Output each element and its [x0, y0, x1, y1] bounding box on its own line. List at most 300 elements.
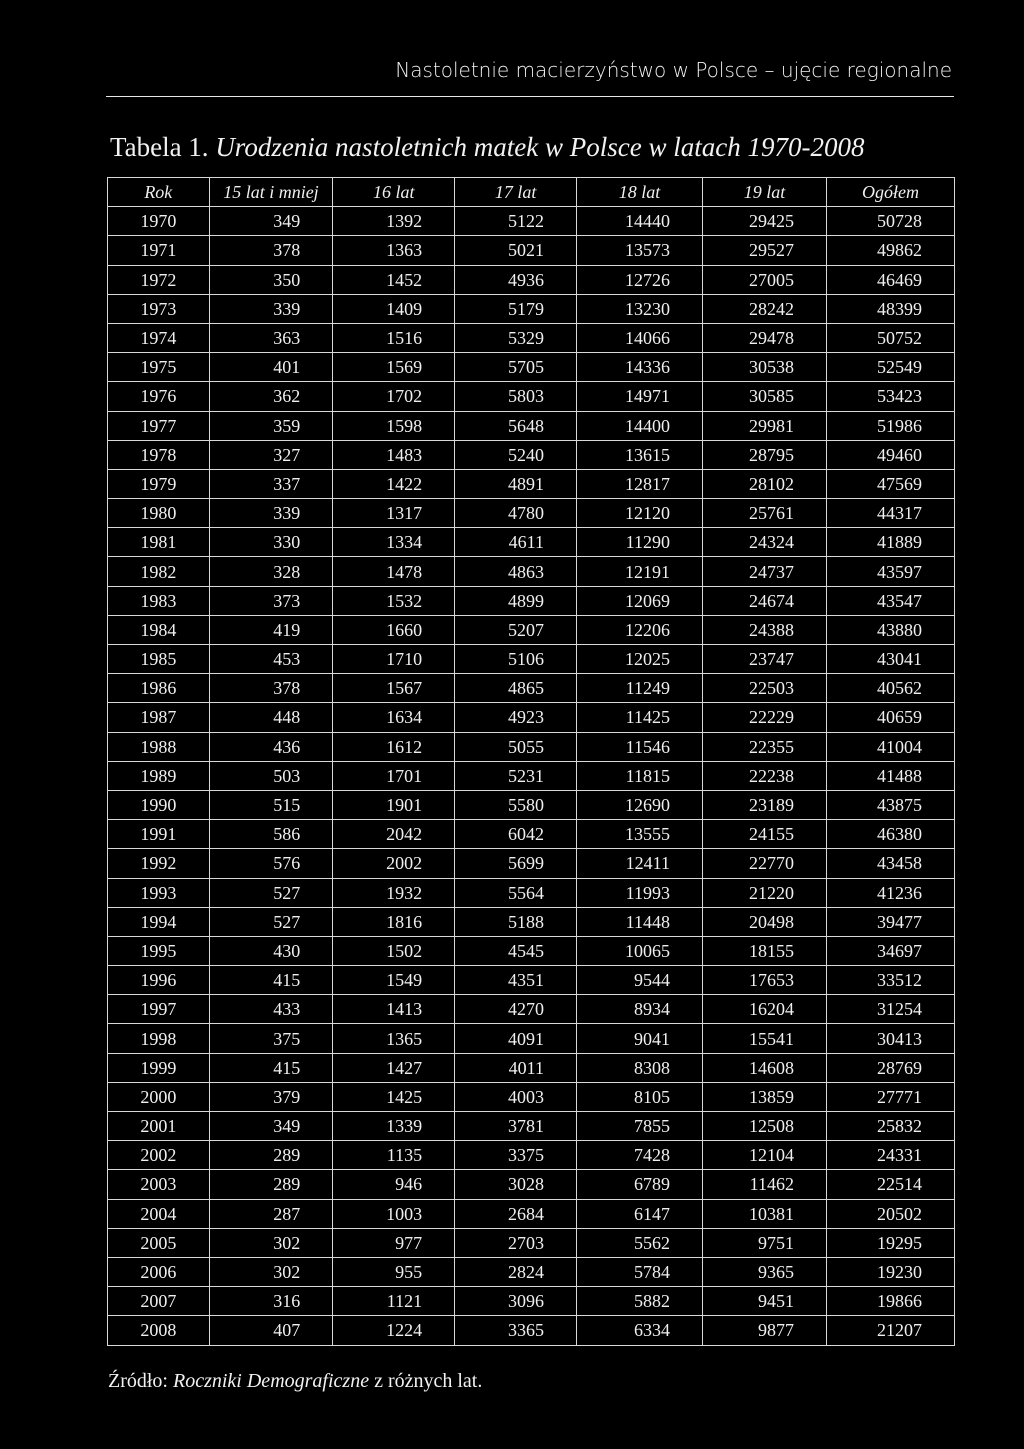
value-cell: 30585 — [703, 382, 827, 411]
value-cell: 22238 — [703, 761, 827, 790]
value-cell: 586 — [209, 820, 333, 849]
value-cell: 955 — [333, 1257, 455, 1286]
value-cell: 23747 — [703, 645, 827, 674]
value-cell: 419 — [209, 615, 333, 644]
value-cell: 8934 — [577, 995, 703, 1024]
value-cell: 3375 — [455, 1141, 577, 1170]
table-row — [108, 645, 955, 674]
value-cell: 22355 — [703, 732, 827, 761]
value-cell: 1567 — [333, 674, 455, 703]
table-row — [108, 703, 955, 732]
value-cell: 43041 — [827, 645, 955, 674]
value-cell: 1816 — [333, 907, 455, 936]
table-row — [108, 1024, 955, 1053]
table-row — [108, 265, 955, 294]
value-cell: 2703 — [455, 1228, 577, 1257]
value-cell: 50728 — [827, 207, 955, 236]
value-cell: 1660 — [333, 615, 455, 644]
value-cell: 415 — [209, 1053, 333, 1082]
year-cell: 2006 — [108, 1257, 210, 1286]
value-cell: 327 — [209, 440, 333, 469]
table-row — [108, 936, 955, 965]
value-cell: 1502 — [333, 936, 455, 965]
column-header: 15 lat i mniej — [209, 178, 333, 207]
value-cell: 12817 — [577, 469, 703, 498]
value-cell: 49460 — [827, 440, 955, 469]
year-cell: 1997 — [108, 995, 210, 1024]
value-cell: 503 — [209, 761, 333, 790]
year-cell: 2001 — [108, 1112, 210, 1141]
value-cell: 1532 — [333, 586, 455, 615]
year-cell: 2005 — [108, 1228, 210, 1257]
value-cell: 23189 — [703, 790, 827, 819]
value-cell: 43875 — [827, 790, 955, 819]
value-cell: 24674 — [703, 586, 827, 615]
value-cell: 5207 — [455, 615, 577, 644]
value-cell: 527 — [209, 878, 333, 907]
value-cell: 1516 — [333, 323, 455, 352]
value-cell: 43597 — [827, 557, 955, 586]
value-cell: 9544 — [577, 966, 703, 995]
value-cell: 24155 — [703, 820, 827, 849]
value-cell: 4936 — [455, 265, 577, 294]
value-cell: 22770 — [703, 849, 827, 878]
value-cell: 1135 — [333, 1141, 455, 1170]
value-cell: 20498 — [703, 907, 827, 936]
value-cell: 6147 — [577, 1199, 703, 1228]
value-cell: 25761 — [703, 499, 827, 528]
value-cell: 5122 — [455, 207, 577, 236]
value-cell: 12411 — [577, 849, 703, 878]
table-row — [108, 790, 955, 819]
value-cell: 24737 — [703, 557, 827, 586]
table-row — [108, 878, 955, 907]
year-cell: 2003 — [108, 1170, 210, 1199]
value-cell: 9451 — [703, 1287, 827, 1316]
year-cell: 1974 — [108, 323, 210, 352]
table-caption — [110, 132, 864, 163]
value-cell: 401 — [209, 353, 333, 382]
table-row — [108, 323, 955, 352]
value-cell: 50752 — [827, 323, 955, 352]
value-cell: 4865 — [455, 674, 577, 703]
value-cell: 349 — [209, 1112, 333, 1141]
year-cell: 1990 — [108, 790, 210, 819]
value-cell: 28102 — [703, 469, 827, 498]
value-cell: 1478 — [333, 557, 455, 586]
value-cell: 1569 — [333, 353, 455, 382]
value-cell: 302 — [209, 1257, 333, 1286]
value-cell: 39477 — [827, 907, 955, 936]
table-row — [108, 353, 955, 382]
value-cell: 946 — [333, 1170, 455, 1199]
value-cell: 11290 — [577, 528, 703, 557]
value-cell: 19295 — [827, 1228, 955, 1257]
value-cell: 1003 — [333, 1199, 455, 1228]
table-row — [108, 1287, 955, 1316]
value-cell: 4863 — [455, 557, 577, 586]
year-cell: 1986 — [108, 674, 210, 703]
value-cell: 12508 — [703, 1112, 827, 1141]
value-cell: 8105 — [577, 1082, 703, 1111]
value-cell: 15541 — [703, 1024, 827, 1053]
value-cell: 1901 — [333, 790, 455, 819]
value-cell: 4011 — [455, 1053, 577, 1082]
value-cell: 6334 — [577, 1316, 703, 1345]
table-body — [108, 207, 955, 1345]
value-cell: 24331 — [827, 1141, 955, 1170]
value-cell: 43880 — [827, 615, 955, 644]
table-row — [108, 1316, 955, 1345]
value-cell: 349 — [209, 207, 333, 236]
value-cell: 22514 — [827, 1170, 955, 1199]
value-cell: 977 — [333, 1228, 455, 1257]
value-cell: 1334 — [333, 528, 455, 557]
value-cell: 28795 — [703, 440, 827, 469]
value-cell: 1392 — [333, 207, 455, 236]
value-cell: 4899 — [455, 586, 577, 615]
value-cell: 5329 — [455, 323, 577, 352]
value-cell: 2824 — [455, 1257, 577, 1286]
table-row — [108, 382, 955, 411]
value-cell: 44317 — [827, 499, 955, 528]
table-row — [108, 1053, 955, 1082]
table-row — [108, 1257, 955, 1286]
table-header-row — [108, 178, 955, 207]
table-row — [108, 499, 955, 528]
value-cell: 378 — [209, 674, 333, 703]
value-cell: 378 — [209, 236, 333, 265]
value-cell: 375 — [209, 1024, 333, 1053]
table-row — [108, 236, 955, 265]
value-cell: 24324 — [703, 528, 827, 557]
value-cell: 1710 — [333, 645, 455, 674]
table-row — [108, 1112, 955, 1141]
value-cell: 13859 — [703, 1082, 827, 1111]
value-cell: 5021 — [455, 236, 577, 265]
value-cell: 373 — [209, 586, 333, 615]
value-cell: 29527 — [703, 236, 827, 265]
value-cell: 1422 — [333, 469, 455, 498]
value-cell: 1932 — [333, 878, 455, 907]
value-cell: 330 — [209, 528, 333, 557]
value-cell: 34697 — [827, 936, 955, 965]
table-row — [108, 820, 955, 849]
value-cell: 19230 — [827, 1257, 955, 1286]
value-cell: 4545 — [455, 936, 577, 965]
table-row — [108, 1082, 955, 1111]
value-cell: 5882 — [577, 1287, 703, 1316]
value-cell: 4351 — [455, 966, 577, 995]
year-cell: 1989 — [108, 761, 210, 790]
year-cell: 1970 — [108, 207, 210, 236]
value-cell: 12206 — [577, 615, 703, 644]
value-cell: 3028 — [455, 1170, 577, 1199]
value-cell: 1483 — [333, 440, 455, 469]
value-cell: 5240 — [455, 440, 577, 469]
value-cell: 1612 — [333, 732, 455, 761]
value-cell: 1425 — [333, 1082, 455, 1111]
value-cell: 47569 — [827, 469, 955, 498]
year-cell: 1987 — [108, 703, 210, 732]
value-cell: 5580 — [455, 790, 577, 819]
value-cell: 53423 — [827, 382, 955, 411]
value-cell: 43458 — [827, 849, 955, 878]
value-cell: 16204 — [703, 995, 827, 1024]
table-row — [108, 966, 955, 995]
value-cell: 14336 — [577, 353, 703, 382]
value-cell: 4923 — [455, 703, 577, 732]
year-cell: 1975 — [108, 353, 210, 382]
value-cell: 11815 — [577, 761, 703, 790]
value-cell: 5562 — [577, 1228, 703, 1257]
value-cell: 1363 — [333, 236, 455, 265]
value-cell: 11425 — [577, 703, 703, 732]
value-cell: 30538 — [703, 353, 827, 382]
value-cell: 1701 — [333, 761, 455, 790]
value-cell: 9751 — [703, 1228, 827, 1257]
year-cell: 1998 — [108, 1024, 210, 1053]
value-cell: 379 — [209, 1082, 333, 1111]
value-cell: 1549 — [333, 966, 455, 995]
value-cell: 2684 — [455, 1199, 577, 1228]
value-cell: 13573 — [577, 236, 703, 265]
value-cell: 337 — [209, 469, 333, 498]
value-cell: 407 — [209, 1316, 333, 1345]
value-cell: 9041 — [577, 1024, 703, 1053]
column-header: Rok — [108, 178, 210, 207]
table-row — [108, 1141, 955, 1170]
value-cell: 289 — [209, 1141, 333, 1170]
table-row — [108, 557, 955, 586]
value-cell: 46469 — [827, 265, 955, 294]
column-header: 18 lat — [577, 178, 703, 207]
value-cell: 5699 — [455, 849, 577, 878]
value-cell: 3365 — [455, 1316, 577, 1345]
year-cell: 1992 — [108, 849, 210, 878]
value-cell: 5784 — [577, 1257, 703, 1286]
value-cell: 13615 — [577, 440, 703, 469]
year-cell: 1996 — [108, 966, 210, 995]
value-cell: 5055 — [455, 732, 577, 761]
source-suffix: z różnych lat. — [374, 1370, 483, 1392]
value-cell: 14440 — [577, 207, 703, 236]
value-cell: 11448 — [577, 907, 703, 936]
year-cell: 1995 — [108, 936, 210, 965]
year-cell: 1994 — [108, 907, 210, 936]
table-row — [108, 1199, 955, 1228]
caption-label: Tabela 1. — [110, 132, 209, 162]
value-cell: 1598 — [333, 411, 455, 440]
value-cell: 339 — [209, 294, 333, 323]
value-cell: 18155 — [703, 936, 827, 965]
value-cell: 46380 — [827, 820, 955, 849]
value-cell: 13230 — [577, 294, 703, 323]
value-cell: 287 — [209, 1199, 333, 1228]
value-cell: 12690 — [577, 790, 703, 819]
value-cell: 21207 — [827, 1316, 955, 1345]
value-cell: 576 — [209, 849, 333, 878]
year-cell: 1982 — [108, 557, 210, 586]
value-cell: 27005 — [703, 265, 827, 294]
year-cell: 2008 — [108, 1316, 210, 1345]
year-cell: 1993 — [108, 878, 210, 907]
value-cell: 433 — [209, 995, 333, 1024]
value-cell: 12120 — [577, 499, 703, 528]
value-cell: 22229 — [703, 703, 827, 732]
value-cell: 4003 — [455, 1082, 577, 1111]
year-cell: 2007 — [108, 1287, 210, 1316]
value-cell: 41488 — [827, 761, 955, 790]
value-cell: 12025 — [577, 645, 703, 674]
value-cell: 31254 — [827, 995, 955, 1024]
value-cell: 5803 — [455, 382, 577, 411]
value-cell: 7855 — [577, 1112, 703, 1141]
value-cell: 29425 — [703, 207, 827, 236]
year-cell: 1976 — [108, 382, 210, 411]
header-rule — [106, 96, 954, 97]
value-cell: 20502 — [827, 1199, 955, 1228]
value-cell: 52549 — [827, 353, 955, 382]
value-cell: 12104 — [703, 1141, 827, 1170]
value-cell: 430 — [209, 936, 333, 965]
value-cell: 7428 — [577, 1141, 703, 1170]
value-cell: 436 — [209, 732, 333, 761]
value-cell: 3781 — [455, 1112, 577, 1141]
value-cell: 415 — [209, 966, 333, 995]
value-cell: 12069 — [577, 586, 703, 615]
value-cell: 4270 — [455, 995, 577, 1024]
value-cell: 11546 — [577, 732, 703, 761]
table-row — [108, 440, 955, 469]
value-cell: 1339 — [333, 1112, 455, 1141]
value-cell: 1224 — [333, 1316, 455, 1345]
table-row — [108, 674, 955, 703]
value-cell: 27771 — [827, 1082, 955, 1111]
year-cell: 1983 — [108, 586, 210, 615]
year-cell: 1973 — [108, 294, 210, 323]
year-cell: 1978 — [108, 440, 210, 469]
value-cell: 12726 — [577, 265, 703, 294]
value-cell: 48399 — [827, 294, 955, 323]
value-cell: 14971 — [577, 382, 703, 411]
value-cell: 10065 — [577, 936, 703, 965]
year-cell: 1972 — [108, 265, 210, 294]
table-row — [108, 207, 955, 236]
value-cell: 5106 — [455, 645, 577, 674]
value-cell: 21220 — [703, 878, 827, 907]
year-cell: 1977 — [108, 411, 210, 440]
value-cell: 1121 — [333, 1287, 455, 1316]
value-cell: 30413 — [827, 1024, 955, 1053]
value-cell: 11462 — [703, 1170, 827, 1199]
table-row — [108, 849, 955, 878]
value-cell: 363 — [209, 323, 333, 352]
table-row — [108, 1170, 955, 1199]
value-cell: 6789 — [577, 1170, 703, 1199]
value-cell: 316 — [209, 1287, 333, 1316]
table-row — [108, 469, 955, 498]
value-cell: 362 — [209, 382, 333, 411]
column-header: 17 lat — [455, 178, 577, 207]
value-cell: 40562 — [827, 674, 955, 703]
value-cell: 1409 — [333, 294, 455, 323]
value-cell: 5231 — [455, 761, 577, 790]
value-cell: 4091 — [455, 1024, 577, 1053]
value-cell: 5188 — [455, 907, 577, 936]
value-cell: 527 — [209, 907, 333, 936]
value-cell: 5705 — [455, 353, 577, 382]
year-cell: 1999 — [108, 1053, 210, 1082]
value-cell: 28242 — [703, 294, 827, 323]
table-row — [108, 615, 955, 644]
value-cell: 11249 — [577, 674, 703, 703]
value-cell: 41004 — [827, 732, 955, 761]
value-cell: 289 — [209, 1170, 333, 1199]
table-row — [108, 732, 955, 761]
value-cell: 41889 — [827, 528, 955, 557]
table-row — [108, 586, 955, 615]
value-cell: 43547 — [827, 586, 955, 615]
value-cell: 49862 — [827, 236, 955, 265]
value-cell: 448 — [209, 703, 333, 732]
table-row — [108, 294, 955, 323]
value-cell: 515 — [209, 790, 333, 819]
value-cell: 10381 — [703, 1199, 827, 1228]
value-cell: 453 — [209, 645, 333, 674]
value-cell: 51986 — [827, 411, 955, 440]
year-cell: 1971 — [108, 236, 210, 265]
table-row — [108, 528, 955, 557]
year-cell: 1988 — [108, 732, 210, 761]
value-cell: 1452 — [333, 265, 455, 294]
value-cell: 9365 — [703, 1257, 827, 1286]
value-cell: 14400 — [577, 411, 703, 440]
value-cell: 41236 — [827, 878, 955, 907]
value-cell: 302 — [209, 1228, 333, 1257]
caption-title: Urodzenia nastoletnich matek w Polsce w latach 1970-2008 — [215, 132, 865, 162]
value-cell: 339 — [209, 499, 333, 528]
year-cell: 1980 — [108, 499, 210, 528]
table-row — [108, 1228, 955, 1257]
value-cell: 4611 — [455, 528, 577, 557]
value-cell: 1634 — [333, 703, 455, 732]
value-cell: 5179 — [455, 294, 577, 323]
value-cell: 4780 — [455, 499, 577, 528]
column-header: Ogółem — [827, 178, 955, 207]
value-cell: 1413 — [333, 995, 455, 1024]
table-row — [108, 761, 955, 790]
value-cell: 29478 — [703, 323, 827, 352]
value-cell: 25832 — [827, 1112, 955, 1141]
table-row — [108, 411, 955, 440]
source-publication: Roczniki Demograficzne — [173, 1370, 370, 1392]
value-cell: 9877 — [703, 1316, 827, 1345]
value-cell: 5564 — [455, 878, 577, 907]
column-header: 16 lat — [333, 178, 455, 207]
value-cell: 11993 — [577, 878, 703, 907]
column-header: 19 lat — [703, 178, 827, 207]
value-cell: 13555 — [577, 820, 703, 849]
value-cell: 33512 — [827, 966, 955, 995]
value-cell: 19866 — [827, 1287, 955, 1316]
value-cell: 1427 — [333, 1053, 455, 1082]
value-cell: 5648 — [455, 411, 577, 440]
value-cell: 350 — [209, 265, 333, 294]
births-table — [107, 177, 955, 1346]
year-cell: 2000 — [108, 1082, 210, 1111]
year-cell: 1985 — [108, 645, 210, 674]
